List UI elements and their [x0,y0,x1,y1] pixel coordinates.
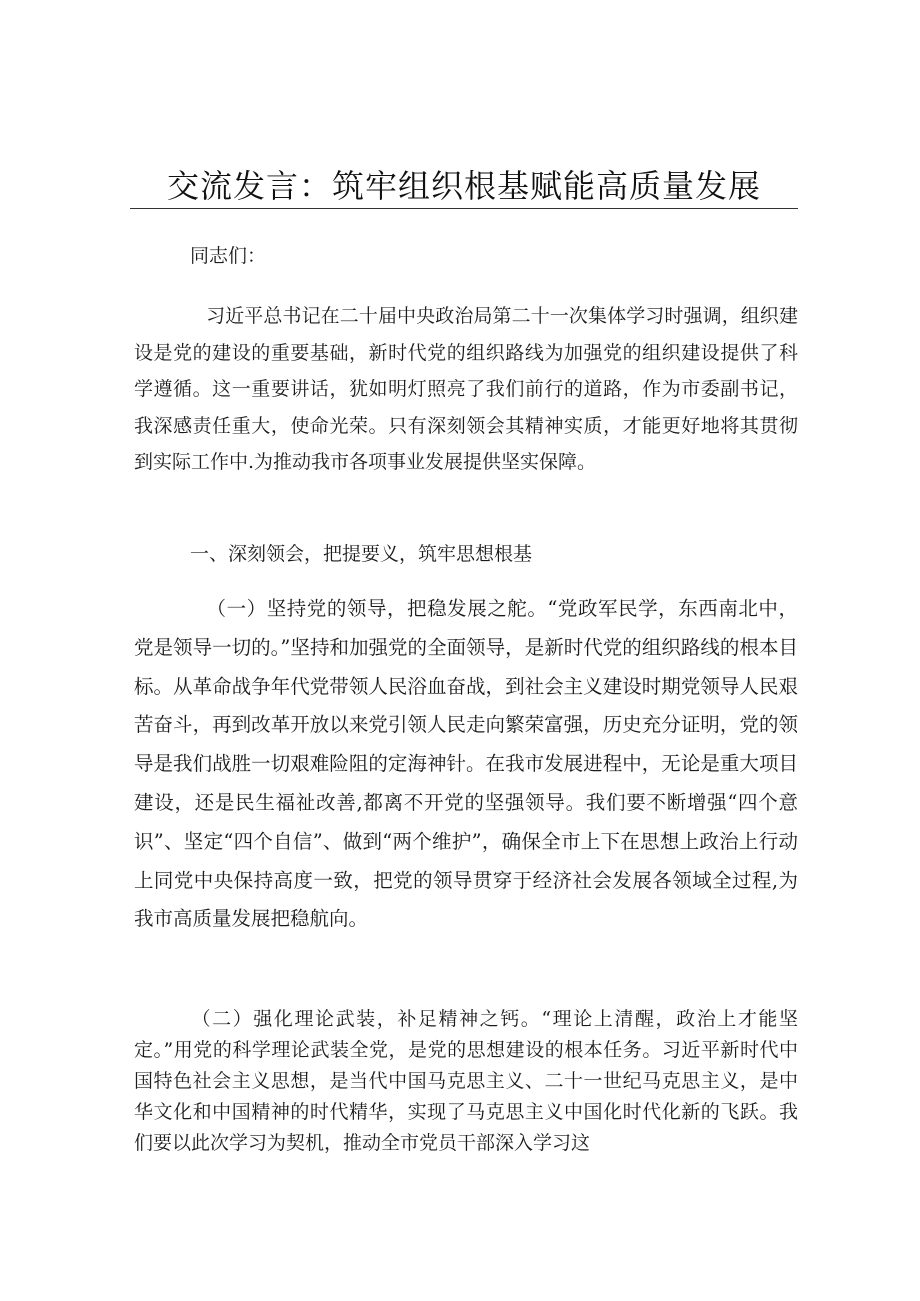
section-heading-1: 一、深刻领会，把提要义，筑牢思想根基 [190,543,533,565]
paragraph-intro [134,298,798,481]
paragraph-party-leadership-text: （一）坚持党的领导，把稳发展之舵。“党政军民学，东西南北中，党是领导一切的。”坚持和加强党的全面领导，是新时代党的组织路线的根本目标。从革命战争年代党带领人民浴血奋战，到社会主义建设时期党领导人民艰苦奋斗，再到改革开放以来党引领人民走向繁荣富强，历史充分证明，党的领导是我们战胜一切艰难险阻的定海神针。在我市发展进程中，无论是重大项目建设，还是民生福祉改善,都离不开党的坚强领导。我们要不断增强“四个意识”、坚定“四个自信”、做到“两个维护”，确保全市上下在思想上政治上行动上同党中央保持高度一致，把党的领导贯穿于经济社会发展各领域全过程,为我市高质量发展把稳航向。 [134,597,798,931]
title-underline [130,208,798,209]
paragraph-theory-arming [134,1004,798,1159]
paragraph-party-leadership [134,590,798,939]
document-title: 交流发言：筑牢组织根基赋能高质量发展 [166,167,761,205]
greeting: 同志们： [190,245,267,267]
paragraph-intro-text: 习近平总书记在二十届中央政治局第二十一次集体学习时强调，组织建设是党的建设的重要基础，新时代党的组织路线为加强党的组织建设提供了科学遵循。这一重要讲话，犹如明灯照亮了我们前行的道路，作为市委副书记，我深感责任重大，使命光荣。只有深刻领会其精神实质，才能更好地将其贯彻到实际工作中.为推动我市各项事业发展提供坚实保障。 [134,305,798,473]
paragraph-theory-arming-text: （二）强化理论武装，补足精神之钙。“理论上清醒，政治上才能坚定。”用党的科学理论武装全党，是党的思想建设的根本任务。习近平新时代中国特色社会主义思想，是当代中国马克思主义、二十一世纪马克思主义，是中华文化和中国精神的时代精华，实现了马克思主义中国化时代化新的飞跃。我们要以此次学习为契机，推动全市党员干部深入学习这 [134,1008,798,1154]
